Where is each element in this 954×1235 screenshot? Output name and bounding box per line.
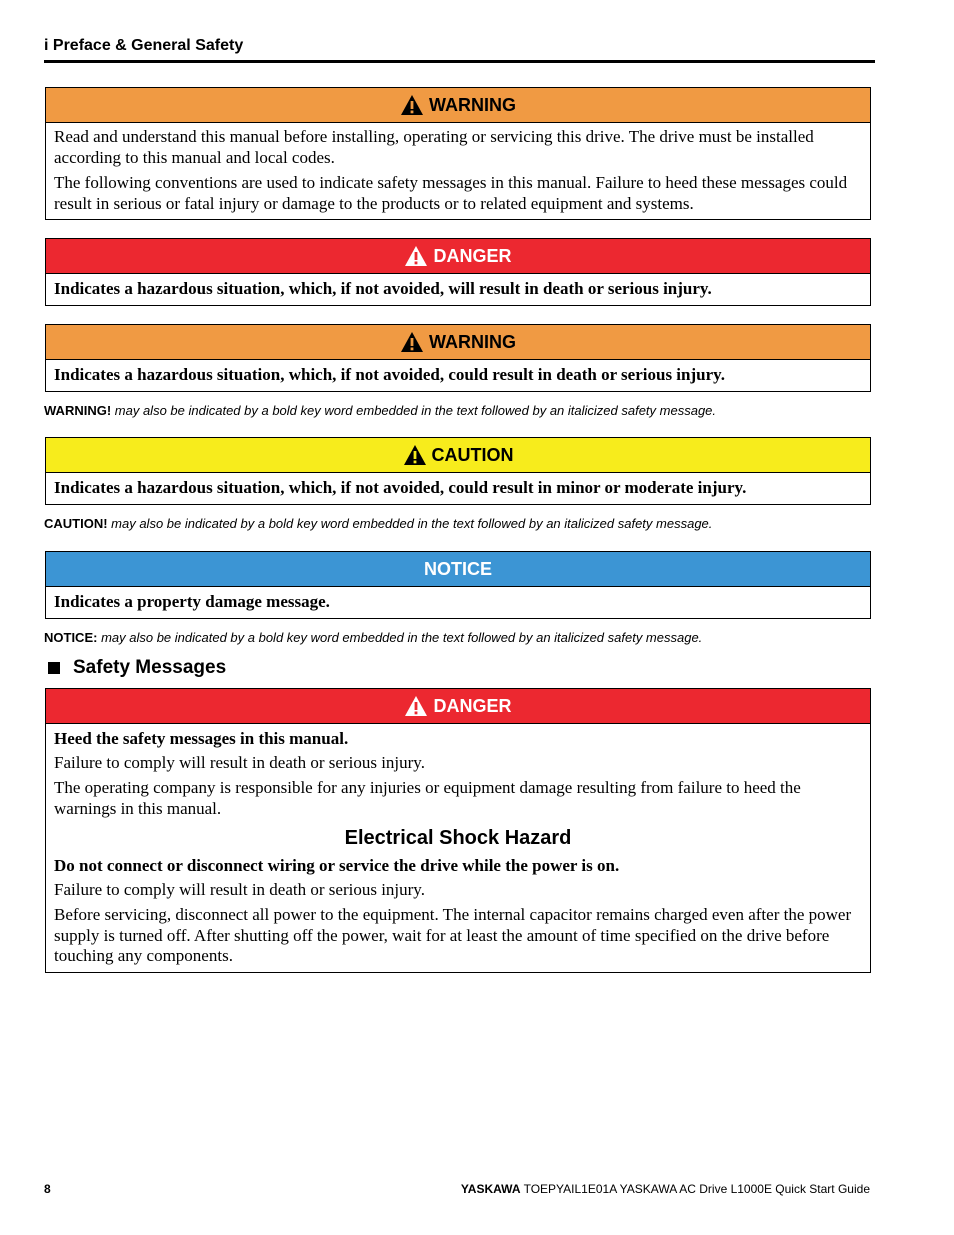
notice-note-keyword: NOTICE:: [44, 630, 98, 645]
shock-detail-text: Before servicing, disconnect all power to the equipment. The internal capacitor remains charged even after the power supply is turned off. After shutting off the power, wait for at least the amount of time specified on the drive before touching any components.: [54, 905, 852, 965]
warning-triangle-icon: [400, 94, 424, 116]
notice-note-message: may also be indicated by a bold key word embedded in the text followed by an italicized safety message.: [97, 630, 703, 645]
electrical-shock-hazard-heading: Electrical Shock Hazard: [344, 827, 572, 849]
notice-definition-header: [46, 552, 870, 587]
warning-intro-label: WARNING: [429, 94, 516, 115]
warning-note: [44, 403, 716, 418]
notice-definition-text: Indicates a property damage message.: [54, 592, 330, 611]
caution-definition-header: [46, 438, 870, 473]
danger-definition-label: DANGER: [433, 245, 512, 266]
warning-definition-header: [46, 325, 870, 360]
section-title-text: Safety Messages: [73, 657, 227, 678]
caution-note-keyword: CAUTION!: [44, 516, 108, 531]
notice-definition-label: NOTICE: [423, 558, 492, 579]
warning-definition-box: [45, 324, 871, 392]
danger-definition-box: [45, 238, 871, 306]
warning-definition-label: WARNING: [429, 331, 516, 352]
caution-definition-label: CAUTION: [431, 444, 514, 465]
warning-intro-paragraph-2: The following conventions are used to indicate safety messages in this manual. Failure to heed these messages could result in serious or fatal injury or damage to the products or to related equipment and systems.: [54, 173, 848, 213]
warning-intro-box: [45, 87, 871, 220]
caution-note: [44, 516, 712, 531]
warning-intro-header: [46, 88, 870, 123]
danger-safety-header: [46, 689, 870, 724]
heed-title: Heed the safety messages in this manual.: [54, 729, 349, 748]
danger-safety-label: DANGER: [433, 695, 512, 716]
notice-definition-box: [45, 551, 871, 619]
warning-note-message: may also be indicated by a bold key word embedded in the text followed by an italicized safety message.: [111, 403, 717, 418]
heed-responsibility-text: The operating company is responsible for any injuries or equipment damage resulting from failure to heed the warnings in this manual.: [54, 778, 801, 818]
notice-note: [44, 630, 702, 645]
caution-note-message: may also be indicated by a bold key word embedded in the text followed by an italicized safety message.: [107, 516, 713, 531]
warning-definition-text: Indicates a hazardous situation, which, if not avoided, could result in death or serious injury.: [54, 365, 725, 384]
danger-safety-box: [45, 688, 871, 973]
warning-triangle-icon: [403, 444, 427, 466]
caution-definition-box: [45, 437, 871, 505]
footer-doc-text: TOEPYAIL1E01A YASKAWA AC Drive L1000E Quick Start Guide: [520, 1182, 870, 1196]
warning-triangle-icon: [404, 695, 428, 717]
shock-title: Do not connect or disconnect wiring or service the drive while the power is on.: [54, 856, 620, 875]
page-number: 8: [44, 1182, 51, 1196]
warning-triangle-icon: [404, 245, 428, 267]
warning-intro-paragraph-1: Read and understand this manual before installing, operating or servicing this drive. The drive must be installed according to this manual and local codes.: [54, 127, 814, 167]
warning-triangle-icon: [400, 331, 424, 353]
footer-brand: YASKAWA: [460, 1182, 521, 1196]
caution-definition-text: Indicates a hazardous situation, which, if not avoided, could result in minor or moderate injury.: [54, 478, 747, 497]
section-title: [48, 657, 226, 679]
heed-failure-text: Failure to comply will result in death or serious injury.: [54, 752, 425, 772]
footer-doc-title: [461, 1182, 870, 1196]
shock-failure-text: Failure to comply will result in death or serious injury.: [54, 879, 425, 899]
square-bullet-icon: [48, 662, 60, 674]
warning-note-keyword: WARNING!: [44, 403, 112, 418]
danger-definition-text: Indicates a hazardous situation, which, if not avoided, will result in death or serious injury.: [54, 279, 712, 298]
danger-definition-header: [46, 239, 870, 274]
page-header-title: i Preface & General Safety: [44, 37, 244, 54]
header-rule: [44, 60, 875, 63]
